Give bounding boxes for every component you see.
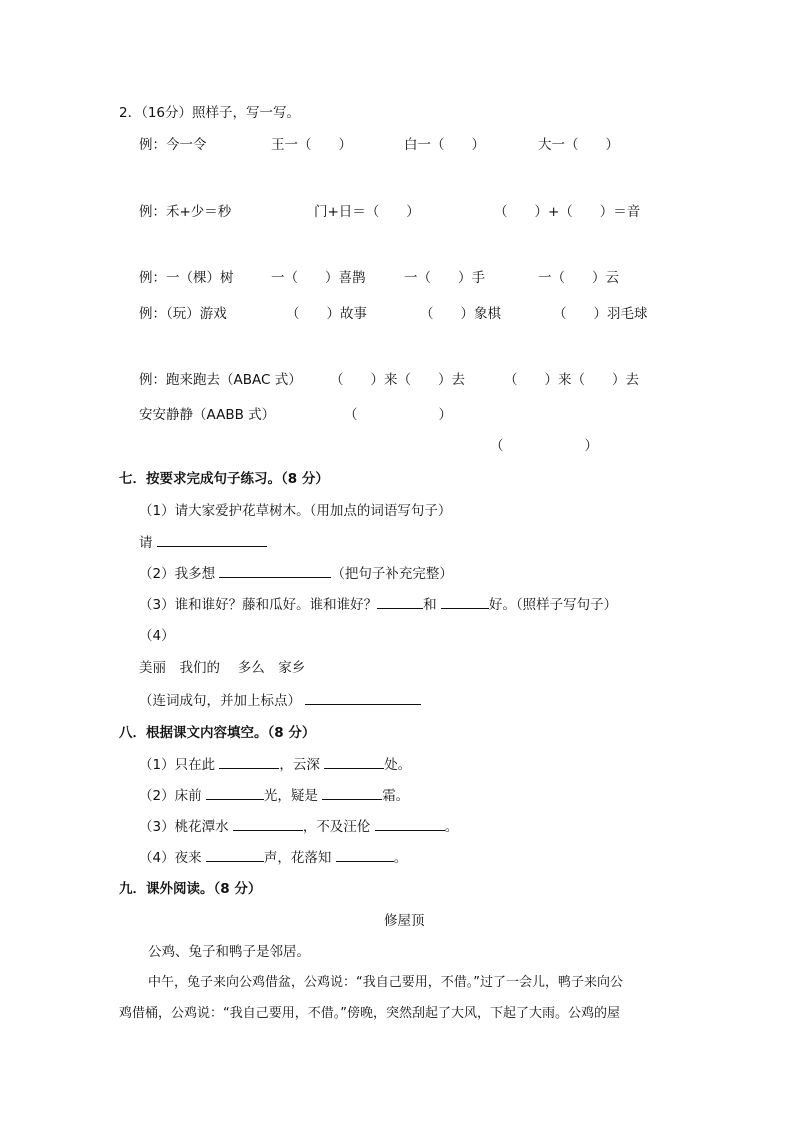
q2-row1-item: 大一（ ）: [538, 137, 619, 153]
q2-row2-item: （ ）+（ ）＝音: [494, 204, 641, 220]
q8-l4-b: 声，花落知: [263, 850, 332, 866]
q8-l1-b: ，云深: [279, 757, 320, 773]
q9-paragraph: 鸡借桶，公鸡说：“我自己要用，不借。”傍晚，突然刮起了大风，下起了大雨。公鸡的屋: [119, 1006, 620, 1021]
q2-row5-example: 例：跑来跑去（ABAC 式）: [139, 372, 302, 388]
q9-paragraph: 中午，兔子来向公鸡借盆，公鸡说：“我自己要用，不借。”过了一会儿，鸭子来向公: [148, 975, 623, 990]
q7-s4-prefix: （连词成句，并加上标点）: [139, 693, 301, 709]
q8-l3-b: ，不及汪伦: [302, 819, 371, 835]
q2-row1-item: 王一（ ）: [271, 137, 352, 153]
q2-row4-item: （ ）羽毛球: [553, 306, 648, 322]
q2-row4-item: （ ）故事: [286, 306, 367, 322]
q8-l1-c: 处。: [384, 757, 412, 773]
answer-blank[interactable]: [219, 756, 279, 769]
q2-heading: 2．（16分）照样子，写一写。: [119, 105, 301, 121]
q2-row3-example: 例：一（棵）树: [139, 270, 234, 286]
q8-l2-b: 光，疑是: [263, 788, 318, 804]
answer-blank[interactable]: [219, 565, 331, 578]
q8-l4-c: 。: [393, 850, 408, 866]
q2-row7-item: （ ）: [490, 438, 598, 454]
answer-blank[interactable]: [322, 787, 382, 800]
q7-s1: （1）请大家爱护花草树木。（用加点的词语写句子）: [139, 503, 452, 519]
q7-s2-suffix: （把句子补充完整）: [331, 566, 453, 582]
q9-paragraph: 公鸡、兔子和鸭子是邻居。: [148, 944, 310, 960]
answer-blank[interactable]: [336, 849, 394, 862]
q2-row6-item: （ ）: [344, 407, 452, 423]
q2-row3-item: 一（ ）手: [404, 270, 485, 286]
answer-blank[interactable]: [441, 596, 489, 609]
answer-blank[interactable]: [157, 534, 267, 547]
q2-row3-item: 一（ ）喜鹊: [271, 270, 366, 286]
answer-blank[interactable]: [206, 849, 264, 862]
answer-blank[interactable]: [233, 818, 303, 831]
q2-row1-item: 白一（ ）: [404, 137, 485, 153]
q8-l3-c: 。: [444, 819, 459, 835]
answer-blank[interactable]: [206, 787, 264, 800]
q7-s3-suffix: 好。（照样子写句子）: [488, 597, 618, 613]
q2-row4-example: 例：（玩）游戏: [139, 306, 227, 322]
q8-line4: [139, 849, 407, 867]
q2-row3-item: 一（ ）云: [538, 270, 619, 286]
q9-title: 修屋顶: [384, 913, 425, 929]
q8-line3: [139, 818, 458, 836]
q8-l1-a: （1）只在此: [139, 757, 216, 773]
q2-row2-item: 门+日＝（ ）: [314, 204, 420, 220]
q7-heading: 七．按要求完成句子练习。（8 分）: [119, 471, 329, 487]
q8-l4-a: （4）夜来: [139, 850, 202, 866]
q7-s3-mid: 和: [423, 597, 437, 613]
q7-s2: [139, 565, 453, 583]
q8-l2-a: （2）床前: [139, 788, 202, 804]
answer-blank[interactable]: [324, 756, 384, 769]
answer-blank[interactable]: [375, 818, 445, 831]
q8-line1: [139, 756, 411, 774]
q7-s2-prefix: （2）我多想: [139, 566, 216, 582]
q7-s1-answer: [139, 534, 267, 552]
answer-blank[interactable]: [377, 596, 423, 609]
q2-row1-example: 例：今一令: [139, 137, 207, 153]
q7-s3: [139, 596, 617, 614]
q2-row4-item: （ ）象棋: [420, 306, 501, 322]
q8-l2-c: 霜。: [382, 788, 410, 804]
q7-s4-words: 美丽 我们的 多么 家乡: [139, 660, 306, 676]
answer-blank[interactable]: [305, 692, 421, 705]
q8-l3-a: （3）桃花潭水: [139, 819, 229, 835]
q8-line2: [139, 787, 409, 805]
q7-s1-prefix: 请: [139, 535, 153, 551]
q8-heading: 八．根据课文内容填空。（8 分）: [119, 725, 316, 741]
q2-row6-example: 安安静静（AABB 式）: [139, 407, 276, 423]
q2-row5-item: （ ）来（ ）去: [504, 372, 639, 388]
q7-s4-instruction: [139, 692, 421, 710]
q7-s4: （4）: [139, 628, 175, 644]
q9-heading: 九．课外阅读。（8 分）: [119, 881, 262, 897]
q2-row2-example: 例：禾+少＝秒: [139, 204, 232, 220]
q7-s3-prefix: （3）谁和谁好？藤和瓜好。谁和谁好？: [139, 597, 378, 613]
q2-row5-item: （ ）来（ ）去: [330, 372, 465, 388]
